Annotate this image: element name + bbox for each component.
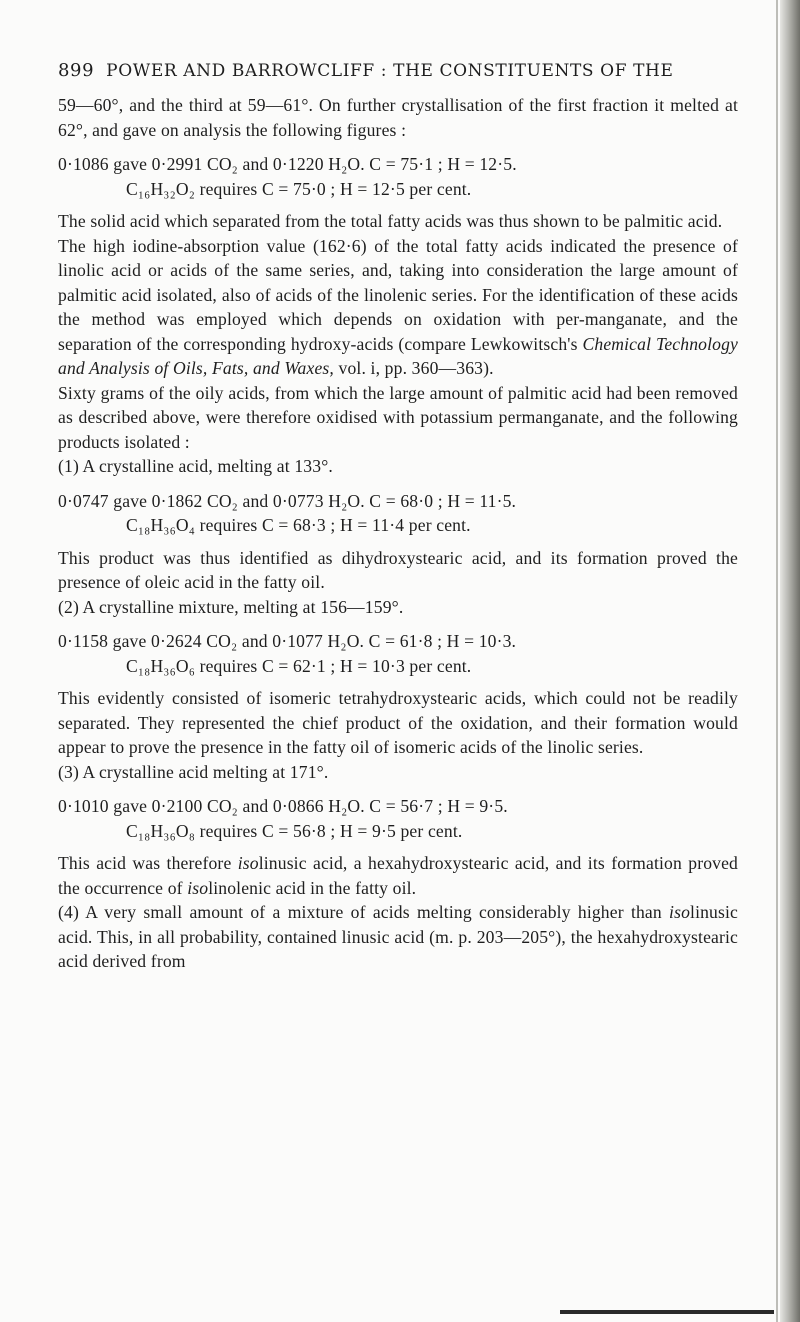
paragraph-2: The solid acid which separated from the total fatty acids was thus shown to be palmitic acid. <box>58 211 723 231</box>
running-header <box>58 60 738 81</box>
heading-product-3: (3) A crystalline acid melting at 171°. <box>58 761 329 782</box>
analysis-3: 0·1158 gave 0·2624 CO₂ and 0·1077 H₂O. C = 61·8 ; H = 10·3. <box>58 631 517 651</box>
requires-2: C₁₈H₃₆O₄ requires C = 68·3 ; H = 11·4 per cent. <box>126 515 471 535</box>
heading-product-1: (1) A crystalline acid, melting at 133°. <box>58 456 333 476</box>
heading-product-2: (2) A crystalline mixture, melting at 156—159°. <box>58 596 404 617</box>
requires-1: C₁₆H₃₂O₂ requires C = 75·0 ; H = 12·5 per cent. <box>126 178 472 199</box>
requires-3: C₁₈H₃₆O₆ requires C = 62·1 ; H = 10·3 per cent. <box>126 655 472 676</box>
paragraph-7: This acid was therefore isolinusic acid, a hexahydroxystearic acid, and its formation proved the occurrence of isolinolenic acid in the fatty oil. <box>58 853 738 898</box>
analysis-1: 0·1086 gave 0·2991 CO₂ and 0·1220 H₂O. C = 75·1 ; H = 12·5. <box>58 154 517 174</box>
paragraph-4: Sixty grams of the oily acids, from which the large amount of palmitic acid had been removed as described above, were therefore oxidised with potassium permanganate, and the following products isolated : <box>58 382 738 452</box>
analysis-2: 0·0747 gave 0·1862 CO₂ and 0·0773 H₂O. C = 68·0 ; H = 11·5. <box>58 490 517 511</box>
paragraph-5: This product was thus identified as dihydroxystearic acid, and its formation proved the presence of oleic acid in the fatty oil. <box>58 547 738 592</box>
analysis-4: 0·1010 gave 0·2100 CO₂ and 0·0866 H₂O. C = 56·7 ; H = 9·5. <box>58 796 508 816</box>
page-edge-line <box>776 0 778 1322</box>
page-edge-shadow <box>780 0 800 1322</box>
paragraph-6: This evidently consisted of isomeric tetrahydroxystearic acids, which could not be readily separated. They represented the chief product of the oxidation, and their formation would appear to prove the presence in the fatty oil of isomeric acids of the linolic series. <box>58 688 738 757</box>
book-title: Chemical Technology and Analysis of Oils, Fats, and Waxes, <box>58 333 738 378</box>
page-number: 899 <box>58 60 95 81</box>
body-text <box>58 93 738 974</box>
paragraph-3: The high iodine-absorption value (162·6) of the total fatty acids indicated the presence of linolic acid or acids of the same series, and, taking into consideration the large amount of palmitic acid isolated, also of acids of the linolenic series. For the identification of these acids the method was employed which depends on oxidation with per-manganate, and the separation of the corresponding hydroxy-acids (compare Lewkowitsch's Chemical Technology and Analysis of Oils, Fats, and Waxes, vol. i, pp. 360—363). <box>58 235 738 378</box>
paragraph-8: (4) A very small amount of a mixture of acids melting considerably higher than isolinusic acid. This, in all probability, contained linusic acid (m. p. 203—205°), the hexahydroxystearic acid derived from <box>58 902 738 971</box>
paragraph-1: 59—60°, and the third at 59—61°. On further crystallisation of the first fraction it melted at 62°, and gave on analysis the following figures : <box>58 95 738 140</box>
bottom-rule <box>560 1310 774 1314</box>
requires-4: C₁₈H₃₆O₈ requires C = 56·8 ; H = 9·5 per cent. <box>126 820 463 841</box>
running-title: POWER AND BARROWCLIFF : THE CONSTITUENTS OF THE <box>106 61 674 81</box>
